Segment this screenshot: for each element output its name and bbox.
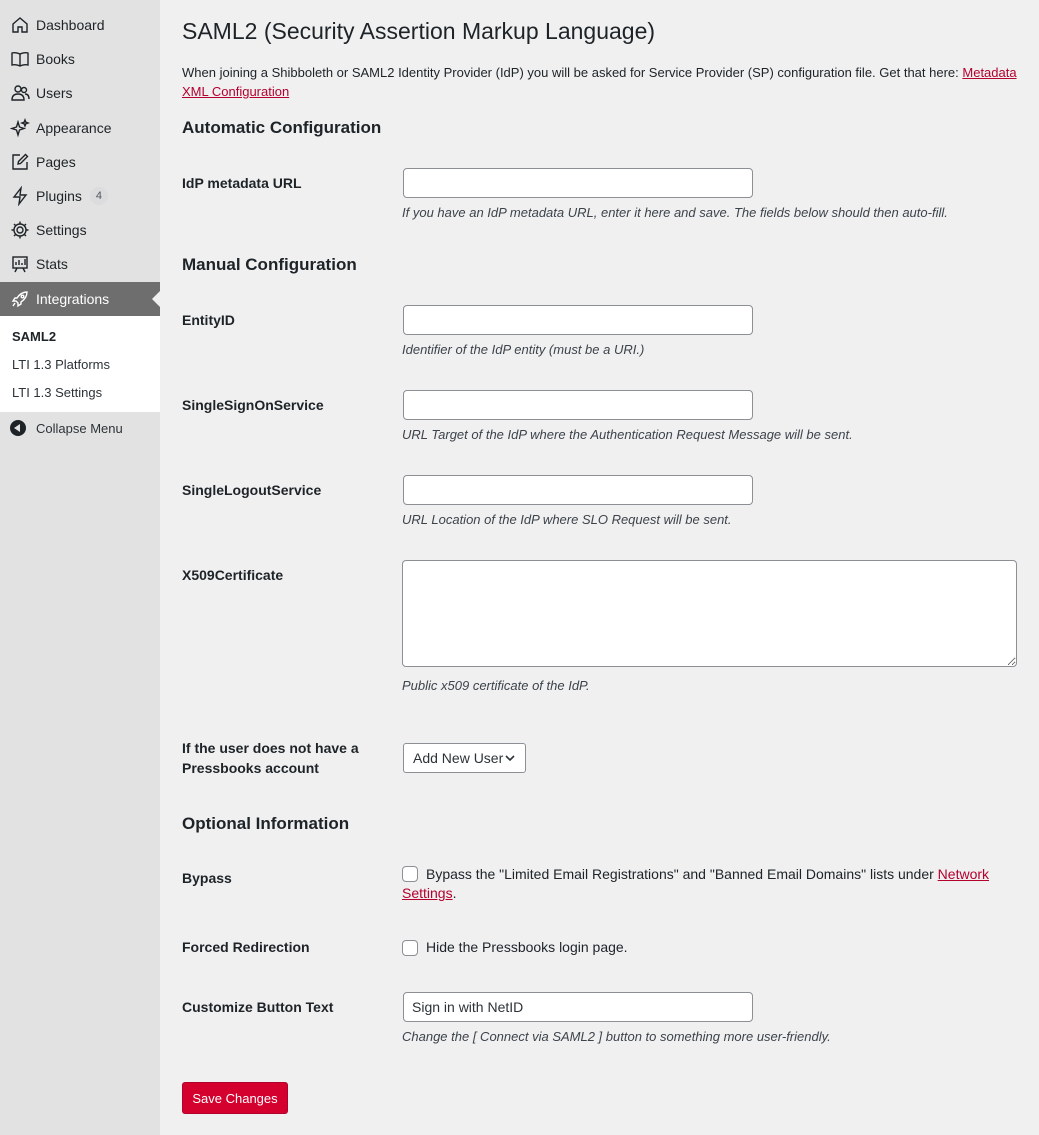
- sidebar-item-label: Plugins: [36, 188, 82, 204]
- users-icon: [10, 83, 30, 103]
- forced-redirection-checkbox[interactable]: [402, 940, 418, 956]
- sidebar-item-label: Settings: [36, 222, 87, 238]
- chevron-down-icon: [504, 752, 516, 764]
- sso-service-input[interactable]: [403, 390, 753, 420]
- collapse-menu-button[interactable]: [10, 420, 123, 436]
- button-text-description: Change the [ Connect via SAML2 ] button to something more user-friendly.: [402, 1029, 831, 1044]
- x509-certificate-label: X509Certificate: [182, 567, 284, 583]
- button-text-label: Customize Button Text: [182, 999, 334, 1015]
- no-account-label-line1: If the user does not have a: [182, 740, 359, 756]
- entity-id-input[interactable]: [403, 305, 753, 335]
- save-changes-button[interactable]: Save Changes: [182, 1082, 288, 1114]
- sidebar-item-label: Stats: [36, 256, 68, 272]
- button-text-input[interactable]: [403, 992, 753, 1022]
- x509-certificate-description: Public x509 certificate of the IdP.: [402, 678, 590, 693]
- integrations-submenu: [0, 316, 160, 412]
- sidebar-item-plugins[interactable]: [0, 179, 160, 213]
- section-manual-configuration: Manual Configuration: [182, 255, 357, 274]
- sidebar-item-label: Pages: [36, 154, 76, 170]
- sidebar-item-appearance[interactable]: [0, 111, 160, 145]
- sidebar-item-label: Appearance: [36, 120, 112, 136]
- section-automatic-configuration: Automatic Configuration: [182, 118, 382, 137]
- book-icon: [10, 49, 30, 69]
- submenu-item-lti-settings[interactable]: LTI 1.3 Settings: [12, 385, 103, 400]
- collapse-menu-label: Collapse Menu: [36, 420, 123, 436]
- submenu-item-lti-platforms[interactable]: LTI 1.3 Platforms: [12, 357, 111, 372]
- sidebar-item-label: Integrations: [36, 291, 110, 307]
- rocket-icon: [10, 289, 30, 309]
- idp-metadata-url-label: IdP metadata URL: [182, 175, 302, 191]
- collapse-arrow-icon: [10, 420, 26, 436]
- no-account-label-line2: Pressbooks account: [182, 760, 319, 776]
- idp-metadata-url-input[interactable]: [403, 168, 753, 198]
- bypass-text-suffix: .: [452, 885, 457, 901]
- sidebar-item-label: Users: [36, 85, 73, 101]
- sparkles-icon: [10, 118, 30, 138]
- home-icon: [10, 15, 30, 35]
- sidebar-item-label: Books: [36, 51, 75, 67]
- network-settings-link[interactable]: Network Settings: [402, 866, 990, 901]
- forced-redirection-text: Hide the Pressbooks login page.: [426, 939, 628, 955]
- bypass-text-body: Bypass the "Limited Email Registrations" and "Banned Email Domains" lists under: [426, 866, 938, 882]
- entity-id-label: EntityID: [182, 312, 235, 328]
- x509-certificate-textarea[interactable]: [402, 560, 1017, 667]
- sso-service-label: SingleSignOnService: [182, 397, 324, 413]
- slo-service-description: URL Location of the IdP where SLO Request will be sent.: [402, 512, 732, 527]
- bypass-label: Bypass: [182, 870, 232, 886]
- slo-service-label: SingleLogoutService: [182, 482, 322, 498]
- edit-icon: [10, 152, 30, 172]
- section-optional-information: Optional Information: [182, 814, 350, 833]
- sidebar-item-label: Dashboard: [36, 17, 105, 33]
- sidebar-item-users[interactable]: [0, 76, 160, 110]
- chart-icon: [10, 254, 30, 274]
- intro-body: When joining a Shibboleth or SAML2 Identity Provider (IdP) you will be asked for Service Provider (SP) configuration file. Get that here:: [182, 65, 963, 80]
- metadata-xml-link[interactable]: Metadata XML Configuration: [182, 65, 1017, 99]
- update-count-badge: 4: [90, 187, 108, 205]
- page-title: SAML2 (Security Assertion Markup Language): [182, 18, 656, 44]
- sidebar-item-integrations[interactable]: [0, 282, 160, 316]
- submenu-item-saml2[interactable]: SAML2: [12, 329, 57, 344]
- bypass-text: [402, 865, 1002, 903]
- forced-redirection-label: Forced Redirection: [182, 939, 310, 955]
- no-account-selected-value: Add New User: [413, 750, 504, 766]
- sidebar-item-books[interactable]: [0, 42, 160, 76]
- sidebar-item-dashboard[interactable]: [0, 8, 160, 42]
- sidebar-item-settings[interactable]: [0, 213, 160, 247]
- no-account-select[interactable]: [403, 743, 526, 773]
- admin-sidebar: [0, 0, 160, 1135]
- gear-icon: [10, 220, 30, 240]
- entity-id-description: Identifier of the IdP entity (must be a URI.): [402, 342, 645, 357]
- intro-text: [182, 63, 1022, 101]
- slo-service-input[interactable]: [403, 475, 753, 505]
- sso-service-description: URL Target of the IdP where the Authentication Request Message will be sent.: [402, 427, 853, 442]
- idp-metadata-url-description: If you have an IdP metadata URL, enter it here and save. The fields below should then auto-fill.: [402, 205, 948, 220]
- sidebar-item-stats[interactable]: [0, 247, 160, 281]
- sidebar-item-pages[interactable]: [0, 145, 160, 179]
- bolt-icon: [10, 186, 30, 206]
